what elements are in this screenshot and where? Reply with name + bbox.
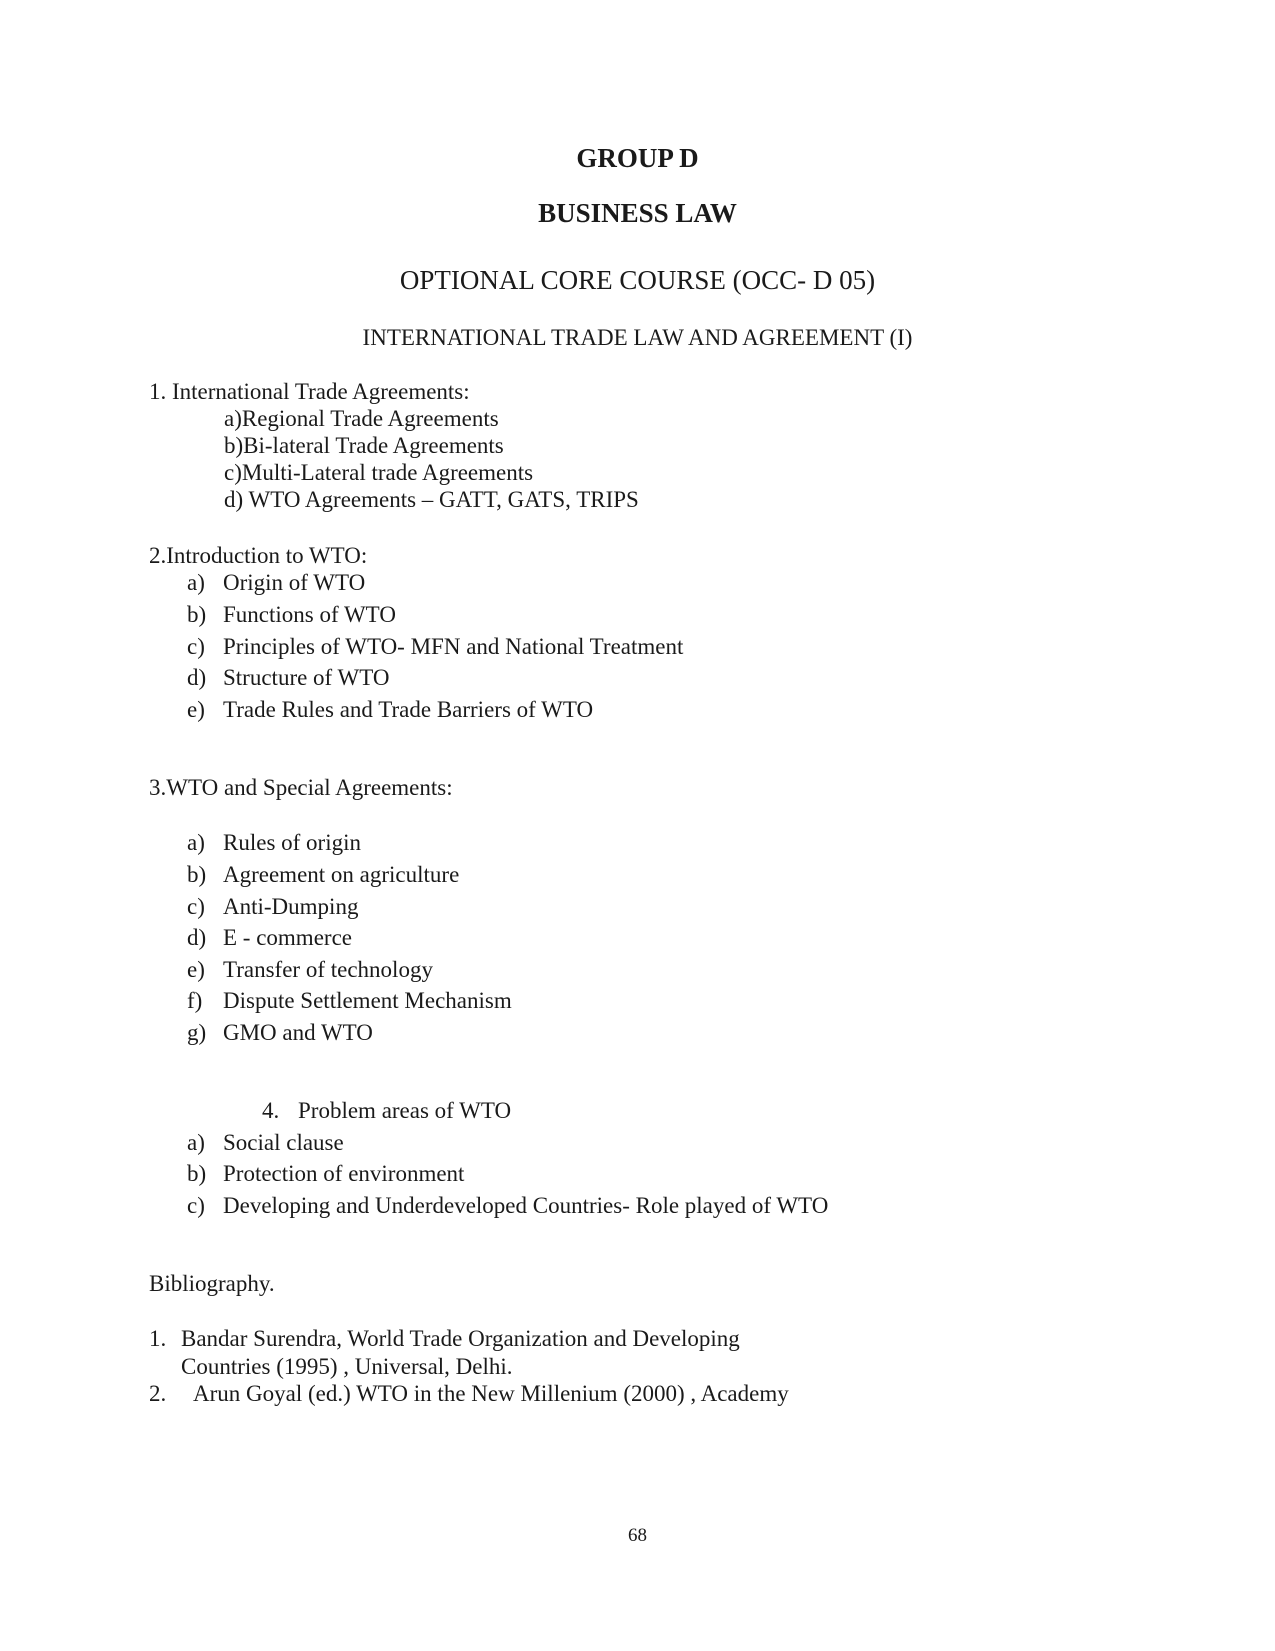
section-1-item: a)Regional Trade Agreements [224, 406, 499, 431]
section-3-item [187, 1020, 373, 1046]
section-3-item [187, 957, 433, 983]
section-4-title-text: Problem areas of WTO [298, 1098, 512, 1123]
section-4-item [187, 1130, 344, 1156]
section-3-item [187, 925, 352, 951]
section-4-item [187, 1161, 464, 1187]
section-3-title: 3.WTO and Special Agreements: [149, 775, 453, 800]
section-1-item: c)Multi-Lateral trade Agreements [224, 460, 534, 485]
list-marker: c) [187, 634, 205, 659]
list-marker: f) [187, 988, 203, 1013]
bibliography-entry [149, 1381, 789, 1407]
section-3-item [187, 894, 358, 920]
list-marker: b) [187, 862, 207, 887]
list-marker: a) [187, 570, 205, 595]
list-item-text: Developing and Underdeveloped Countries- Role played of WTO [223, 1193, 829, 1218]
list-item-text: Rules of origin [223, 830, 361, 855]
section-3-item [187, 830, 361, 856]
list-marker: b) [187, 602, 207, 627]
list-marker: a) [187, 830, 205, 855]
bibliography-entry [149, 1326, 740, 1352]
list-item-text: Structure of WTO [223, 665, 390, 690]
list-marker: d) [187, 665, 207, 690]
subject-heading: BUSINESS LAW [538, 198, 737, 228]
section-1-item: b)Bi-lateral Trade Agreements [224, 433, 504, 458]
section-1-item: d) WTO Agreements – GATT, GATS, TRIPS [224, 487, 639, 512]
section-2-item [187, 602, 396, 628]
section-3-item [187, 862, 459, 888]
list-marker: d) [187, 925, 207, 950]
section-2-title: 2.Introduction to WTO: [149, 543, 368, 568]
bibliography-text: Bandar Surendra, World Trade Organization and Developing [181, 1326, 740, 1351]
list-item-text: Functions of WTO [223, 602, 396, 627]
list-marker: g) [187, 1020, 207, 1045]
bibliography-text: Arun Goyal (ed.) WTO in the New Millenium (2000) , Academy [193, 1381, 789, 1406]
list-item-text: Dispute Settlement Mechanism [223, 988, 512, 1013]
list-marker: e) [187, 697, 205, 722]
list-marker: c) [187, 1193, 205, 1218]
list-item-text: GMO and WTO [223, 1020, 373, 1045]
section-1-title: 1. International Trade Agreements: [149, 379, 470, 404]
list-item-text: Protection of environment [223, 1161, 465, 1186]
list-marker: a) [187, 1130, 205, 1155]
list-item-text: Trade Rules and Trade Barriers of WTO [223, 697, 594, 722]
list-item-text: Anti-Dumping [223, 894, 359, 919]
bibliography-entry-continuation: Countries (1995) , Universal, Delhi. [181, 1354, 513, 1379]
list-item-text: Transfer of technology [223, 957, 433, 982]
section-2-item [187, 697, 593, 723]
section-2-item [187, 665, 390, 691]
list-item-text: Agreement on agriculture [223, 862, 460, 887]
list-marker: 1. [149, 1326, 167, 1351]
list-item-text: Social clause [223, 1130, 344, 1155]
page-number: 68 [628, 1525, 647, 1546]
list-item-text: E - commerce [223, 925, 352, 950]
group-heading: GROUP D [576, 143, 699, 173]
list-marker: 2. [149, 1381, 167, 1406]
list-marker: e) [187, 957, 205, 982]
paper-heading: INTERNATIONAL TRADE LAW AND AGREEMENT (I) [362, 325, 913, 350]
section-4-item [187, 1193, 828, 1219]
section-2-item [187, 634, 683, 660]
list-marker: b) [187, 1161, 207, 1186]
bibliography-title: Bibliography. [149, 1271, 275, 1296]
list-item-text: Principles of WTO- MFN and National Treatment [223, 634, 684, 659]
section-4-number: 4. [262, 1098, 280, 1123]
section-3-item [187, 988, 512, 1014]
section-4-title [262, 1098, 511, 1124]
course-heading: OPTIONAL CORE COURSE (OCC- D 05) [399, 265, 876, 295]
list-marker: c) [187, 894, 205, 919]
section-2-item [187, 570, 365, 596]
list-item-text: Origin of WTO [223, 570, 366, 595]
